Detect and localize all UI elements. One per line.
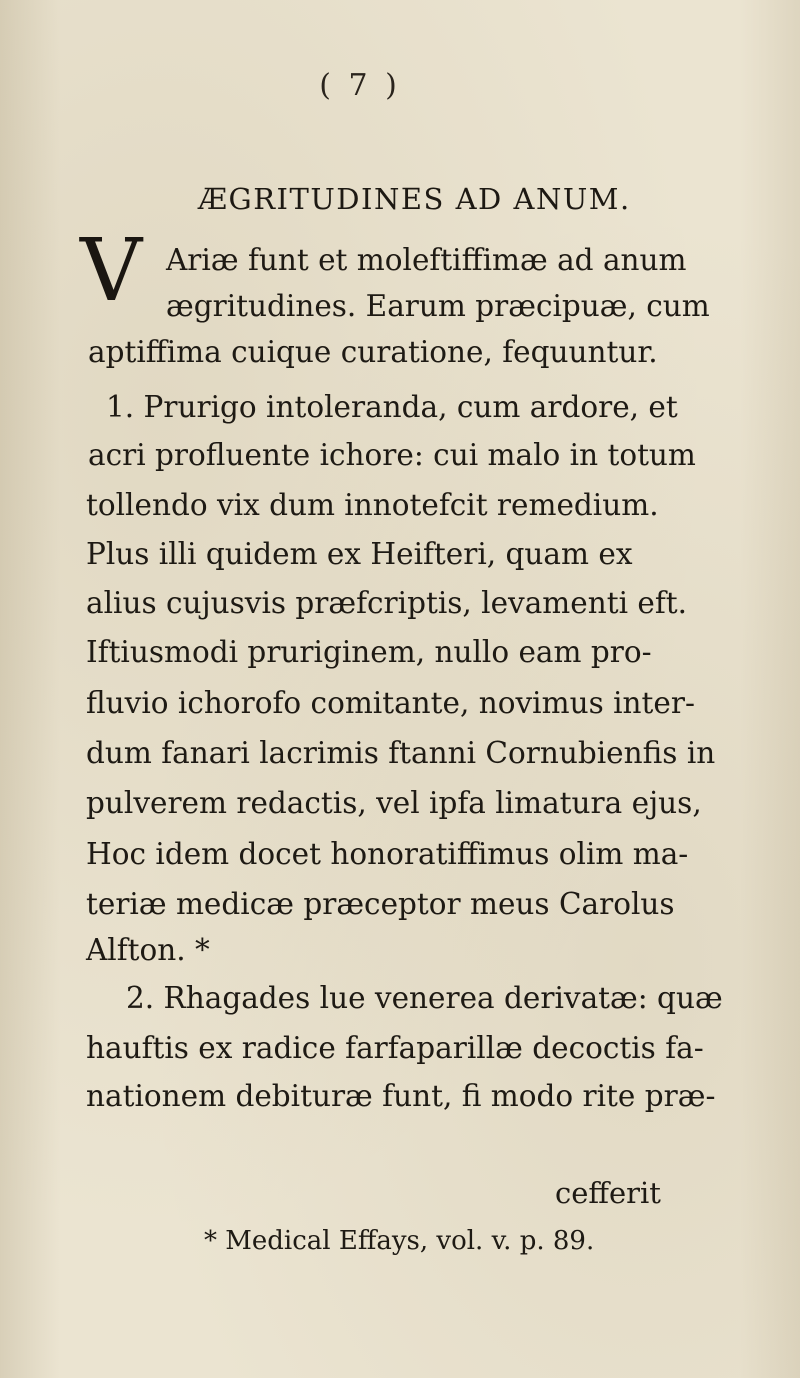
section-heading: ÆGRITUDINES AD ANUM. [198, 182, 631, 216]
text-line-7: Plus illi quidem ex Heifteri, quam ex [86, 537, 633, 571]
text-line-6: tollendo vix dum innotefcit remedium. [86, 488, 659, 522]
text-line-9: Iftiusmodi pruriginem, nullo eam pro- [86, 635, 652, 669]
catchword: cefferit [555, 1176, 661, 1210]
drop-cap-initial: V [80, 221, 143, 321]
text-line-13: Hoc idem docet honoratiffimus olim ma- [86, 837, 689, 871]
page-number: ( 7 ) [319, 68, 401, 103]
text-line-8: alius cujusvis præfcriptis, levamenti eft. [86, 586, 688, 620]
text-line-2: ægritudines. Earum præcipuæ, cum [166, 289, 710, 323]
text-line-15: Alfton. * [86, 933, 210, 967]
text-line-11: dum fanari lacrimis ftanni Cornubienfis in [86, 736, 716, 770]
text-line-4: 1. Prurigo intoleranda, cum ardore, et [106, 390, 678, 424]
text-line-10: fluvio ichorofo comitante, novimus inter- [86, 686, 695, 720]
text-line-5: acri profluente ichore: cui malo in totum [88, 438, 696, 472]
text-line-18: nationem debituræ funt, fi modo rite præ- [86, 1079, 716, 1113]
footnote: * Medical Effays, vol. v. p. 89. [204, 1226, 595, 1256]
text-line-16: 2. Rhagades lue venerea derivatæ: quæ [126, 981, 723, 1015]
text-line-1: Ariæ funt et moleftiffimæ ad anum [166, 243, 687, 277]
text-line-3: aptiffima cuique curatione, fequuntur. [88, 335, 658, 369]
text-line-17: hauftis ex radice farfaparillæ decoctis fa- [86, 1031, 704, 1065]
text-line-14: teriæ medicæ præceptor meus Carolus [86, 887, 675, 921]
text-line-12: pulverem redactis, vel ipfa limatura ejus, [86, 786, 702, 820]
